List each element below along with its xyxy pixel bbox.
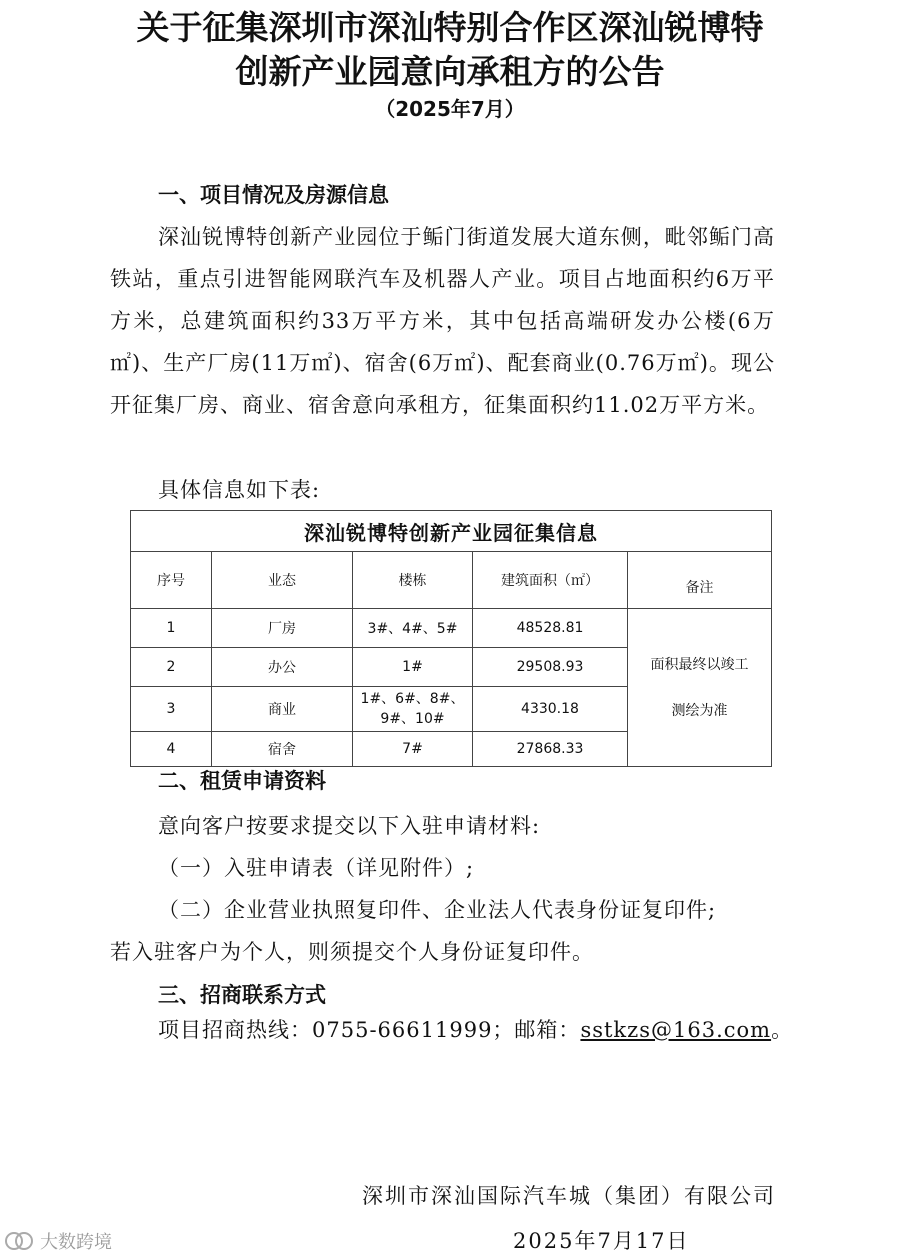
header-type: 业态 <box>212 552 353 609</box>
header-area: 建筑面积（㎡） <box>473 552 628 609</box>
note-line2: 测绘为准 <box>671 702 728 719</box>
header-no: 序号 <box>131 552 212 609</box>
cell-buildings: 1# <box>353 648 473 687</box>
section2-item2-cont: 若入驻客户为个人，则须提交个人身份证复印件。 <box>110 940 594 964</box>
buildings-line2: 9#、10# <box>380 711 445 727</box>
cell-area: 48528.81 <box>473 609 628 648</box>
cell-area: 27868.33 <box>473 732 628 767</box>
table-caption: 深汕锐博特创新产业园征集信息 <box>131 511 772 552</box>
section1-paragraph: 深汕锐博特创新产业园位于鲘门街道发展大道东侧，毗邻鲘门高铁站，重点引进智能网联汽车及机器人产业。项目占地面积约6万平方米，总建筑面积约33万平方米，其中包括高端研发办公楼(6万㎡)、生产厂房(11万㎡)、宿舍(6万㎡)、配套商业(0.76万㎡)。现公开征集厂房、商业、宿舍意向承租方，征集面积约11.02万平方米。 <box>110 225 775 417</box>
watermark <box>4 1228 112 1254</box>
cell-no: 2 <box>131 648 212 687</box>
cell-type: 商业 <box>212 687 353 732</box>
contact-line <box>158 1014 793 1046</box>
table-intro: 具体信息如下表: <box>158 478 321 502</box>
cell-type: 宿舍 <box>212 732 353 767</box>
note-line1: 面积最终以竣工 <box>650 656 749 673</box>
cell-no: 1 <box>131 609 212 648</box>
signature-company: 深圳市深汕国际汽车城（集团）有限公司 <box>362 1184 776 1208</box>
section2-intro: 意向客户按要求提交以下入驻申请材料: <box>158 814 541 838</box>
document-title-line2: 创新产业园意向承租方的公告 <box>235 52 665 91</box>
watermark-text: 大数跨境 <box>40 1232 112 1253</box>
cell-area: 4330.18 <box>473 687 628 732</box>
cell-no: 3 <box>131 687 212 732</box>
header-buildings: 楼栋 <box>353 552 473 609</box>
contact-suffix: 。 <box>771 1018 794 1042</box>
section1-heading: 一、项目情况及房源信息 <box>158 183 389 207</box>
header-note: 备注 <box>628 552 772 609</box>
section2-heading: 二、租赁申请资料 <box>158 769 326 793</box>
document-title-line1: 关于征集深圳市深汕特别合作区深汕锐博特 <box>136 8 764 47</box>
section3-heading: 三、招商联系方式 <box>158 983 326 1007</box>
section2-item1: （一）入驻申请表（详见附件）; <box>158 856 475 880</box>
buildings-line1: 1#、6#、8#、 <box>360 691 465 707</box>
cell-buildings: 7# <box>353 732 473 767</box>
cell-buildings: 3#、4#、5# <box>353 609 473 648</box>
email-link[interactable]: sstkzs@163.com <box>580 1018 772 1042</box>
signature-date: 2025年7月17日 <box>513 1229 690 1253</box>
cell-area: 29508.93 <box>473 648 628 687</box>
cell-note <box>628 609 772 767</box>
cell-type: 办公 <box>212 648 353 687</box>
table-row <box>131 609 772 648</box>
cell-type: 厂房 <box>212 609 353 648</box>
cell-no: 4 <box>131 732 212 767</box>
section2-item2: （二）企业营业执照复印件、企业法人代表身份证复印件; <box>158 898 717 922</box>
info-table <box>130 510 772 767</box>
contact-prefix: 项目招商热线：0755-66611999；邮箱： <box>158 1018 581 1042</box>
cell-buildings <box>353 687 473 732</box>
watermark-logo-icon <box>4 1230 34 1252</box>
document-subtitle: （2025年7月） <box>375 97 525 121</box>
